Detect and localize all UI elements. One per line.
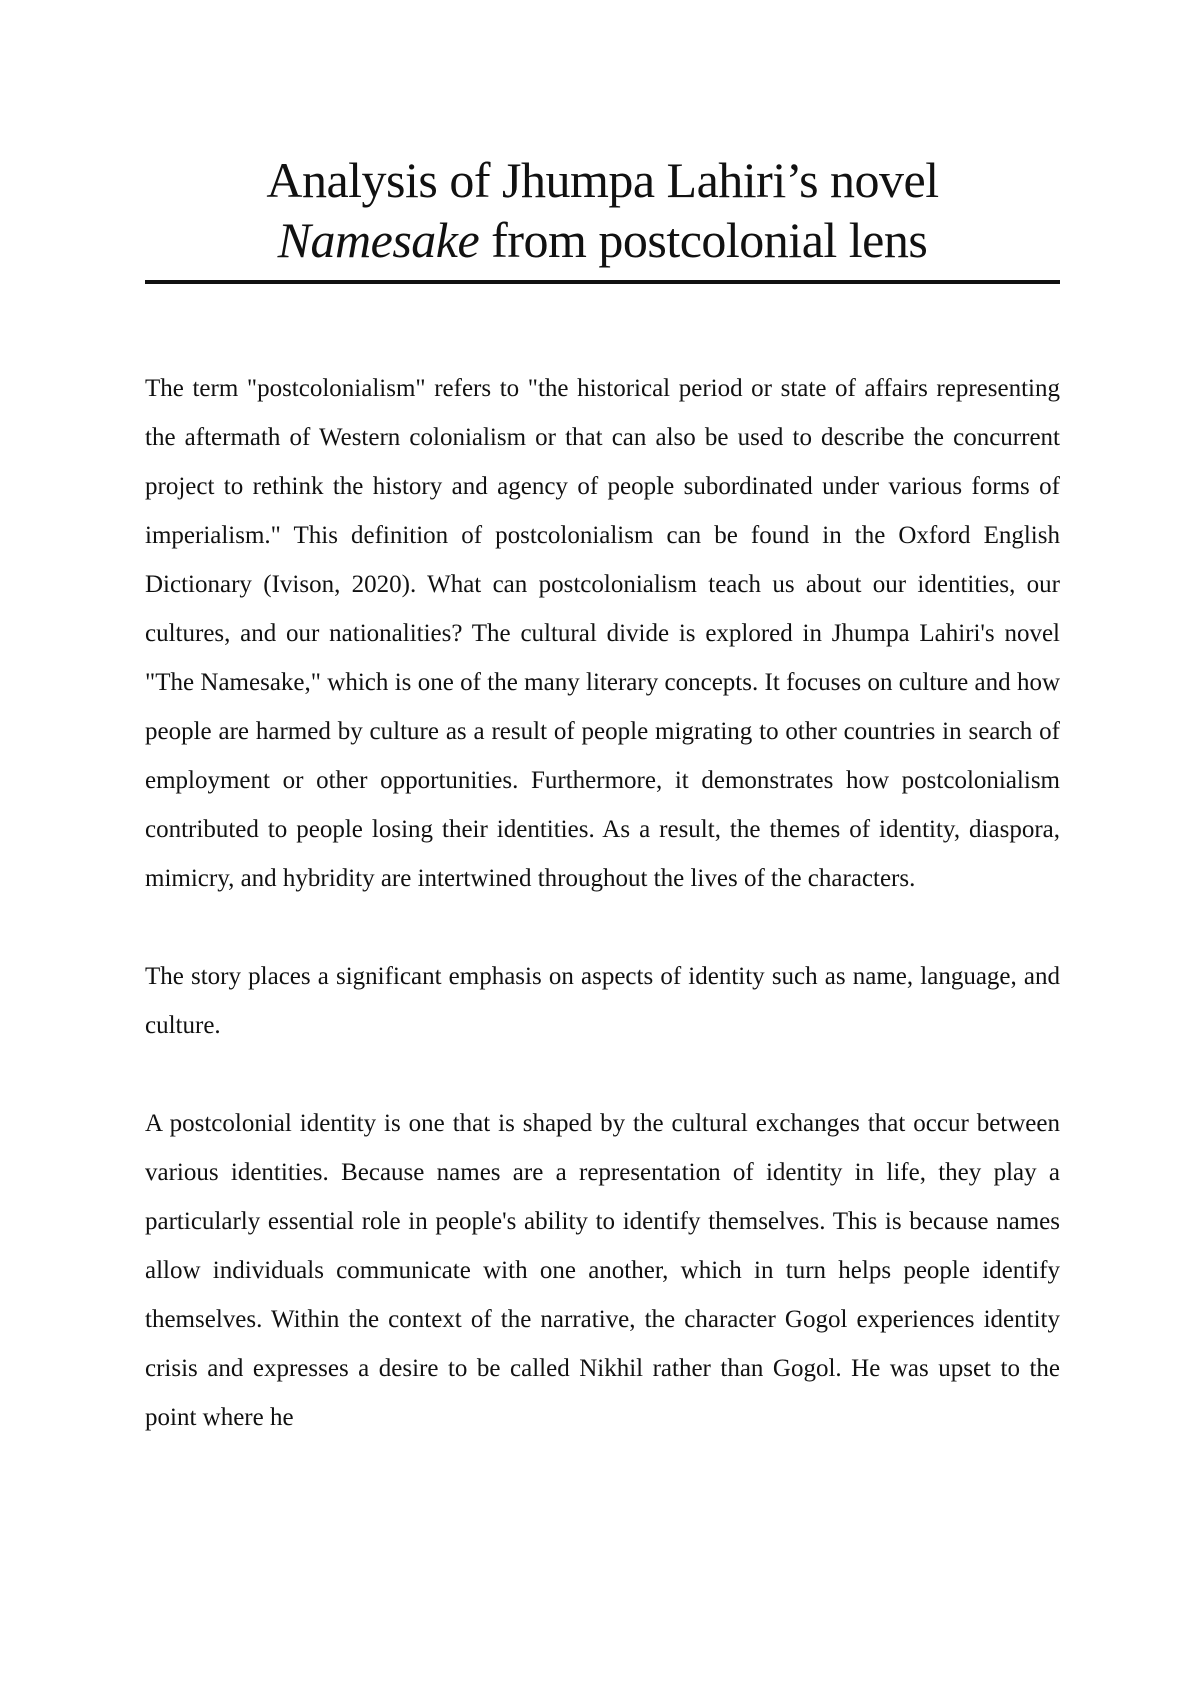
title-underline [145,280,1060,284]
document-title [145,150,1060,270]
title-line-1: Analysis of Jhumpa Lahiri’s novel [266,152,939,208]
title-line-2 [145,210,1060,270]
paragraph-3: A postcolonial identity is one that is shaped by the cultural exchanges that occur between various identities. Because names are a representation of identity in life, they play a particularly essential role in people's ability to identify themselves. This is because names allow individuals communicate with one another, which in turn helps people identify themselves. Within the context of the narrative, the character Gogol experiences identity crisis and expresses a desire to be called Nikhil rather than Gogol. He was upset to the point where he [145,1110,1060,1431]
paragraph-1: The term "postcolonialism" refers to "the historical period or state of affairs representing the aftermath of Western colonialism or that can also be used to describe the concurrent project to rethink the history and agency of people subordinated under various forms of imperialism." This definition of postcolonialism can be found in the Oxford English Dictionary (Ivison, 2020). What can postcolonialism teach us about our identities, our cultures, and our nationalities? The cultural divide is explored in Jhumpa Lahiri's novel "The Namesake," which is one of the many literary concepts. It focuses on culture and how people are harmed by culture as a result of people migrating to other countries in search of employment or other opportunities. Furthermore, it demonstrates how postcolonialism contributed to people losing their identities. As a result, the themes of identity, diaspora, mimicry, and hybridity are intertwined throughout the lives of the characters. [145,375,1060,892]
paragraph-2: The story places a significant emphasis on aspects of identity such as name, language, and culture. [145,963,1060,1039]
title-book-name: Namesake [277,212,480,268]
title-line-2-rest: from postcolonial lens [479,212,928,268]
document-page [145,150,1060,1442]
